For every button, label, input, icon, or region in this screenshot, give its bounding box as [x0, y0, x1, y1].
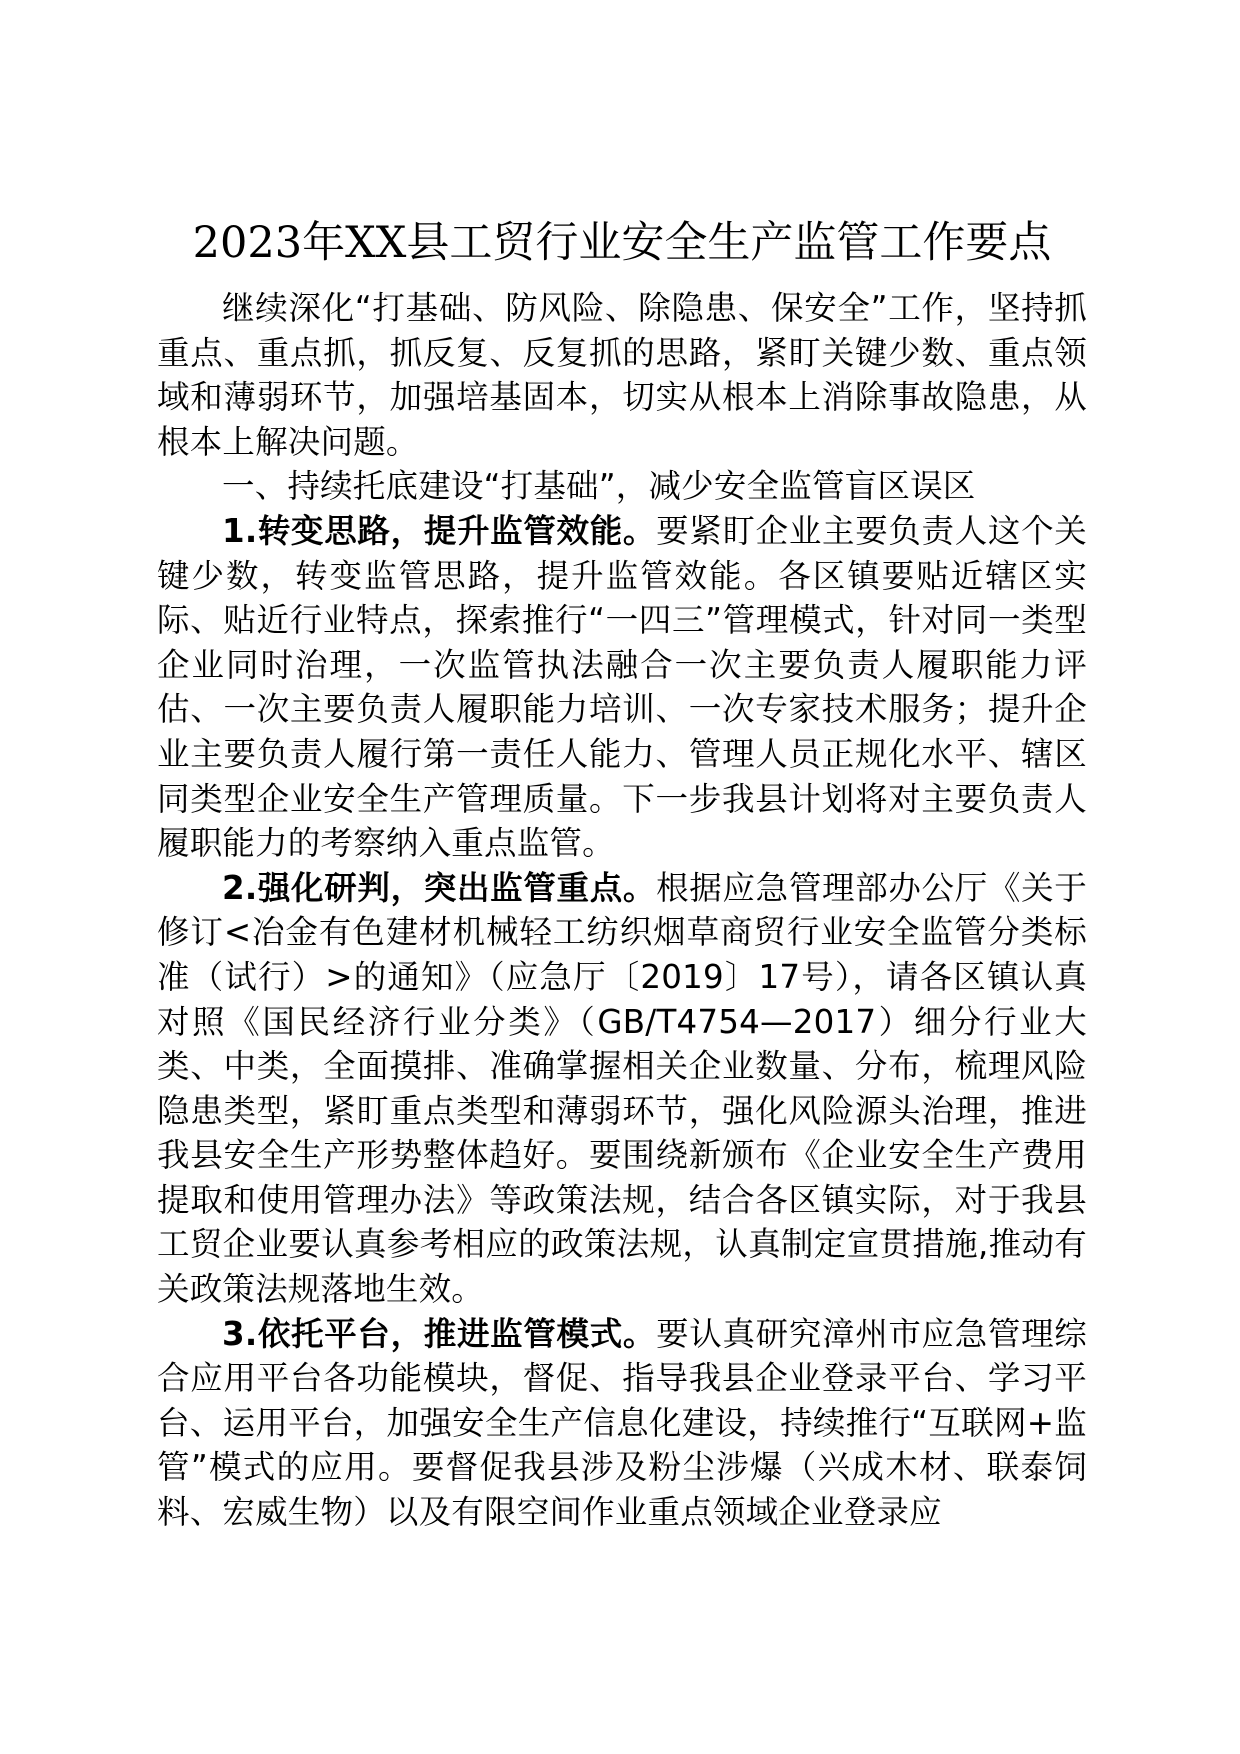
item-paragraph-2	[157, 866, 1087, 1312]
section-heading-1: 一、持续托底建设“打基础”，减少安全监管盲区误区	[222, 467, 976, 506]
item-1-text: 要紧盯企业主要负责人这个关键少数，转变监管思路，提升监管效能。各区镇要贴近辖区实际、贴近行业特点，探索推行“一四三”管理模式，针对同一类型企业同时治理，一次监管执法融合一次主要负责人履职能力评估、一次主要负责人履职能力培训、一次专家技术服务；提升企业主要负责人履行第一责任人能力、管理人员正规化水平、辖区同类型企业安全生产管理质量。下一步我县计划将对主要负责人履职能力的考察纳入重点监管。	[157, 511, 1087, 863]
document-title: 2023年XX县工贸行业安全生产监管工作要点	[192, 218, 1052, 268]
item-3-text: 要认真研究漳州市应急管理综合应用平台各功能模块，督促、指导我县企业登录平台、学习平台、运用平台，加强安全生产信息化建设，持续推行“互联网+监管”模式的应用。要督促我县涉及粉尘涉爆（兴成木材、联泰饲料、宏威生物）以及有限空间作业重点领域企业登录应	[157, 1314, 1087, 1532]
item-1-lead: 1.转变思路，提升监管效能。	[222, 511, 657, 550]
item-paragraph-3	[157, 1312, 1087, 1535]
item-2-lead: 2.强化研判，突出监管重点。	[222, 868, 657, 907]
document-body	[157, 212, 1087, 1535]
item-2-text: 根据应急管理部办公厅《关于修订<冶金有色建材机械轻工纺织烟草商贸行业安全监管分类标准（试行）>的通知》（应急厅〔2019〕17号），请各区镇认真对照《国民经济行业分类》（GB/T4754—2017）细分行业大类、中类，全面摸排、准确掌握相关企业数量、分布，梳理风险隐患类型，紧盯重点类型和薄弱环节，强化风险源头治理，推进我县安全生产形势整体趋好。要围绕新颁布《企业安全生产费用提取和使用管理办法》等政策法规，结合各区镇实际，对于我县工贸企业要认真参考相应的政策法规，认真制定宣贯措施,推动有关政策法规落地生效。	[157, 868, 1087, 1309]
intro-paragraph: 继续深化“打基础、防风险、除隐患、保安全”工作，坚持抓重点、重点抓，抓反复、反复抓的思路，紧盯关键少数、重点领域和薄弱环节，加强培基固本，切实从根本上消除事故隐患，从根本上解决问题。	[157, 289, 1087, 461]
item-paragraph-1	[157, 509, 1087, 866]
item-3-lead: 3.依托平台，推进监管模式。	[222, 1314, 657, 1353]
